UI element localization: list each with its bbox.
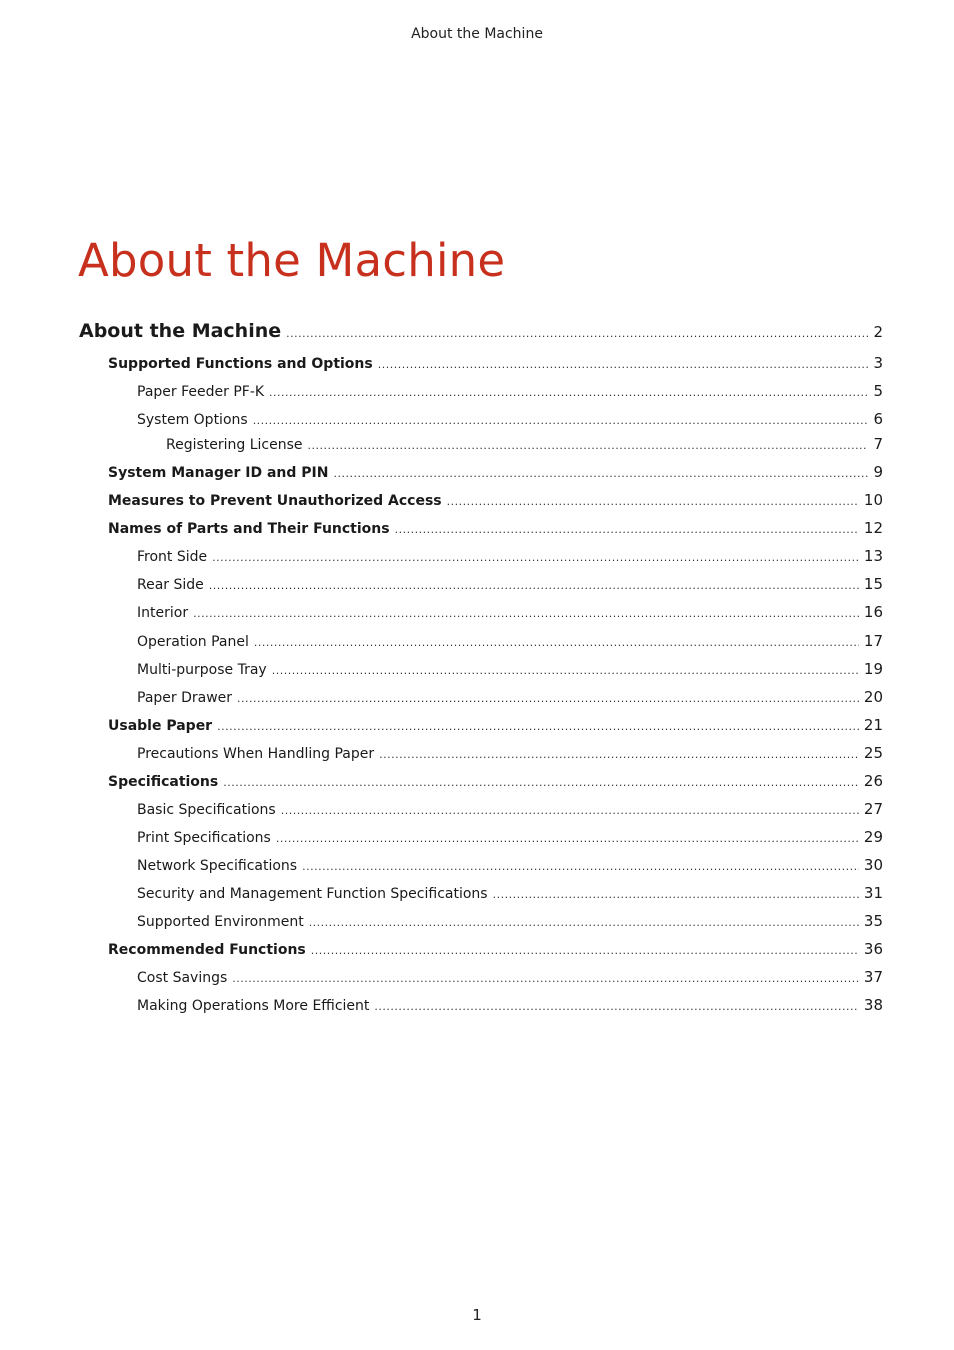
toc-entry-supported-environment[interactable] (137, 912, 883, 930)
toc-entry-specifications[interactable] (108, 772, 883, 790)
toc-entry-label: Usable Paper (108, 718, 213, 734)
toc-entry-operation-panel[interactable] (137, 632, 883, 650)
page-number: 1 (472, 1306, 482, 1324)
toc-entry-page: 31 (863, 884, 883, 902)
toc-entry-label: Paper Drawer (137, 690, 233, 706)
toc-entry-basic-specifications[interactable] (137, 800, 883, 818)
toc-entry-page: 20 (863, 688, 883, 706)
toc-entry-page: 5 (873, 382, 883, 400)
toc-entry-page: 3 (873, 354, 883, 372)
toc-entry-usable-paper[interactable] (108, 716, 883, 734)
toc-entry-interior[interactable] (137, 603, 883, 621)
toc-entry-label: Supported Functions and Options (108, 356, 373, 372)
toc-entry-supported-functions-and-options[interactable] (108, 354, 883, 372)
toc-entry-label: Specifications (108, 774, 219, 790)
running-header: About the Machine (411, 26, 543, 42)
toc-leader-dots (254, 636, 859, 649)
toc-entry-page: 17 (863, 632, 883, 650)
toc-entry-page: 15 (863, 575, 883, 593)
toc-entry-page: 37 (863, 968, 883, 986)
toc-entry-measures-to-prevent-unauthorized-access[interactable] (108, 491, 883, 509)
toc-leader-dots (374, 1000, 859, 1013)
toc-leader-dots (223, 776, 859, 789)
toc-entry-page: 6 (873, 410, 883, 428)
toc-entry-label: Measures to Prevent Unauthorized Access (108, 493, 442, 509)
toc-leader-dots (232, 972, 859, 985)
toc-leader-dots (272, 664, 859, 677)
toc-entry-page: 16 (863, 603, 883, 621)
toc-entry-rear-side[interactable] (137, 575, 883, 593)
toc-entry-network-specifications[interactable] (137, 856, 883, 874)
toc-leader-dots (286, 327, 868, 340)
toc-entry-paper-drawer[interactable] (137, 688, 883, 706)
toc-entry-label: Interior (137, 605, 189, 621)
toc-entry-page: 12 (863, 519, 883, 537)
toc-entry-label: Registering License (166, 437, 303, 453)
toc-entry-label: Security and Management Function Specifications (137, 886, 488, 902)
chapter-title: About the Machine (78, 234, 506, 287)
toc-entry-page: 2 (873, 323, 883, 341)
toc-leader-dots (333, 467, 868, 480)
toc-entry-page: 9 (873, 463, 883, 481)
toc-leader-dots (217, 720, 859, 733)
toc-leader-dots (302, 860, 859, 873)
toc-entry-page: 30 (863, 856, 883, 874)
toc-leader-dots (308, 439, 868, 452)
toc-leader-dots (311, 944, 859, 957)
toc-entry-page: 35 (863, 912, 883, 930)
toc-entry-page: 25 (863, 744, 883, 762)
toc-entry-label: Recommended Functions (108, 942, 306, 958)
toc-entry-system-options[interactable] (137, 410, 883, 428)
toc-leader-dots (281, 804, 859, 817)
toc-entry-making-operations-more-efficient[interactable] (137, 996, 883, 1014)
toc-entry-label: Basic Specifications (137, 802, 276, 818)
toc-entry-label: About the Machine (79, 320, 282, 342)
toc-entry-page: 13 (863, 547, 883, 565)
toc-entry-print-specifications[interactable] (137, 828, 883, 846)
toc-entry-page: 27 (863, 800, 883, 818)
toc-entry-names-of-parts-and-their-functions[interactable] (108, 519, 883, 537)
toc-entry-page: 7 (873, 435, 883, 453)
toc-entry-page: 36 (863, 940, 883, 958)
toc-entry-label: Network Specifications (137, 858, 298, 874)
toc-entry-label: System Options (137, 412, 248, 428)
toc-entry-paper-feeder-pf-k[interactable] (137, 382, 883, 400)
toc-entry-page: 10 (863, 491, 883, 509)
toc-entry-page: 21 (863, 716, 883, 734)
toc-leader-dots (447, 495, 859, 508)
toc-entry-label: Supported Environment (137, 914, 304, 930)
toc-leader-dots (212, 551, 859, 564)
toc-entry-label: Making Operations More Efficient (137, 998, 370, 1014)
toc-entry-recommended-functions[interactable] (108, 940, 883, 958)
toc-entry-page: 38 (863, 996, 883, 1014)
toc-entry-label: Cost Savings (137, 970, 228, 986)
toc-leader-dots (209, 579, 859, 592)
toc-entry-label: Multi-purpose Tray (137, 662, 267, 678)
toc-leader-dots (237, 692, 859, 705)
toc-leader-dots (193, 607, 859, 620)
toc-entry-label: Front Side (137, 549, 208, 565)
toc-entry-system-manager-id-and-pin[interactable] (108, 463, 883, 481)
toc-leader-dots (493, 888, 859, 901)
toc-leader-dots (395, 523, 859, 536)
toc-entry-label: Paper Feeder PF-K (137, 384, 265, 400)
toc-entry-label: Print Specifications (137, 830, 271, 846)
toc-entry-label: Precautions When Handling Paper (137, 746, 375, 762)
toc-entry-label: Operation Panel (137, 634, 249, 650)
toc-leader-dots (269, 386, 868, 399)
toc-leader-dots (276, 832, 859, 845)
toc-leader-dots (378, 358, 868, 371)
toc-entry-registering-license[interactable] (166, 435, 883, 453)
toc-leader-dots (379, 748, 859, 761)
toc-entry-precautions-when-handling-paper[interactable] (137, 744, 883, 762)
toc-entry-front-side[interactable] (137, 547, 883, 565)
toc-entry-multi-purpose-tray[interactable] (137, 660, 883, 678)
toc-entry-label: System Manager ID and PIN (108, 465, 329, 481)
toc-entry-page: 19 (863, 660, 883, 678)
toc-entry-cost-savings[interactable] (137, 968, 883, 986)
toc-leader-dots (309, 916, 859, 929)
toc-entry-page: 29 (863, 828, 883, 846)
toc-leader-dots (253, 414, 868, 427)
toc-entry-page: 26 (863, 772, 883, 790)
toc-entry-security-and-management-function-specifications[interactable] (137, 884, 883, 902)
toc-entry-label: Names of Parts and Their Functions (108, 521, 390, 537)
toc-entry-about-the-machine[interactable] (79, 320, 883, 342)
toc-entry-label: Rear Side (137, 577, 204, 593)
